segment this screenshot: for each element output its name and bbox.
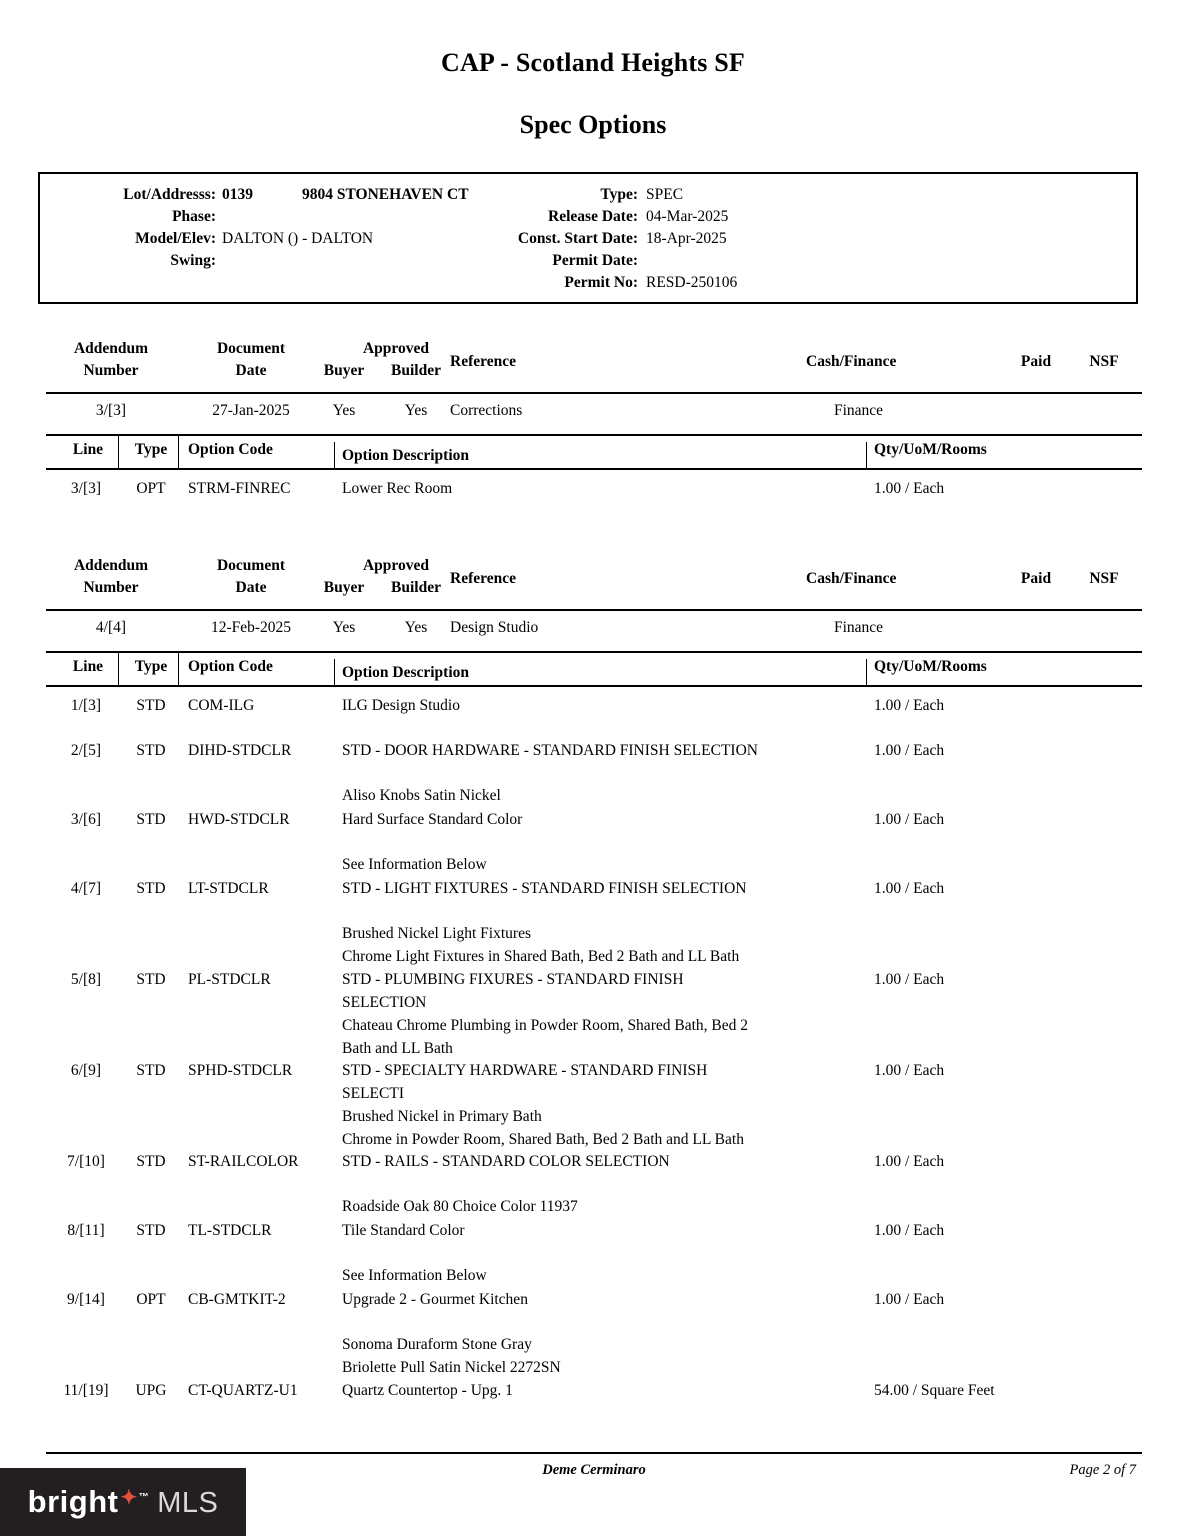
- option-header-row: [46, 436, 1142, 468]
- col-reference: Reference: [450, 570, 516, 587]
- footer-agent: Deme Cerminaro: [542, 1462, 646, 1478]
- addendum-reference: Design Studio: [450, 619, 539, 636]
- label-swing: Swing:: [170, 252, 216, 269]
- col-document: Document: [216, 557, 286, 574]
- col-line: Line: [72, 441, 104, 458]
- option-type: STD: [136, 697, 166, 714]
- trademark-icon: ™: [138, 1492, 150, 1503]
- option-type: STD: [136, 1153, 166, 1170]
- option-line: 4/[7]: [70, 880, 102, 897]
- option-description-line: Tile Standard Color: [342, 1222, 465, 1239]
- option-description-line: ILG Design Studio: [342, 697, 460, 714]
- option-qty: 1.00 / Each: [874, 811, 945, 828]
- option-description-line: STD - RAILS - STANDARD COLOR SELECTION: [342, 1153, 670, 1170]
- star-icon: ✦: [120, 1487, 138, 1509]
- title-block: [0, 0, 1186, 140]
- col-paid: Paid: [1020, 570, 1052, 587]
- label-release-date: Release Date:: [548, 208, 638, 225]
- option-qty: 1.00 / Each: [874, 1222, 945, 1239]
- col-cash-finance: Cash/Finance: [806, 570, 897, 587]
- option-rows: [46, 687, 1142, 1517]
- option-line: 11/[19]: [63, 1382, 109, 1399]
- option-type: OPT: [136, 1291, 166, 1308]
- col-reference: Reference: [450, 353, 516, 370]
- col-option-code: Option Code: [188, 658, 273, 675]
- option-type: STD: [136, 811, 166, 828]
- value-const-start-date: 18-Apr-2025: [646, 230, 727, 247]
- option-line: 5/[8]: [70, 971, 102, 988]
- value-release-date: 04-Mar-2025: [646, 208, 729, 225]
- option-qty: 1.00 / Each: [874, 480, 945, 497]
- option-qty: 1.00 / Each: [874, 971, 945, 988]
- addendum-date: 27-Jan-2025: [212, 402, 290, 419]
- value-model-elev: DALTON () - DALTON: [222, 230, 374, 247]
- option-description-line: Hard Surface Standard Color: [342, 811, 523, 828]
- option-description-line: Chateau Chrome Plumbing in Powder Room, Shared Bath, Bed 2: [342, 1017, 748, 1034]
- option-description-line: Brushed Nickel in Primary Bath: [342, 1108, 542, 1125]
- option-description-line: Sonoma Duraform Stone Gray: [342, 1336, 532, 1353]
- option-type: STD: [136, 1062, 166, 1079]
- col-document: Document: [216, 340, 286, 357]
- option-description-line: See Information Below: [342, 1267, 487, 1284]
- page-title: CAP - Scotland Heights SF: [440, 48, 746, 77]
- option-type: UPG: [135, 1382, 167, 1399]
- col-builder: Builder: [391, 362, 441, 379]
- label-permit-no: Permit No:: [564, 274, 638, 291]
- addendum-section-2: [46, 557, 1142, 1517]
- option-code: CT-QUARTZ-U1: [188, 1382, 298, 1399]
- col-nsf: NSF: [1089, 353, 1119, 370]
- value-lot: 0139: [222, 186, 253, 203]
- option-qty: 1.00 / Each: [874, 1291, 945, 1308]
- col-paid: Paid: [1020, 353, 1052, 370]
- option-description-line: Lower Rec Room: [342, 480, 453, 497]
- option-description-line: Chrome in Powder Room, Shared Bath, Bed 2 Bath and LL Bath: [342, 1131, 744, 1148]
- footer-divider: [46, 1452, 1142, 1454]
- option-type: STD: [136, 1222, 166, 1239]
- watermark-suffix: MLS: [157, 1487, 219, 1519]
- option-code: HWD-STDCLR: [188, 811, 290, 828]
- col-number: Number: [83, 579, 139, 596]
- option-code: PL-STDCLR: [188, 971, 271, 988]
- addendum-section-1: [46, 340, 1142, 522]
- option-description-line: Bath and LL Bath: [342, 1040, 453, 1057]
- label-lot-address: Lot/Addresss:: [123, 186, 216, 203]
- option-description-line: STD - DOOR HARDWARE - STANDARD FINISH SELECTION: [342, 742, 758, 759]
- addendum-row: [46, 394, 1142, 434]
- label-const-start-date: Const. Start Date:: [517, 230, 638, 247]
- col-date: Date: [235, 579, 267, 596]
- option-code: ST-RAILCOLOR: [188, 1153, 299, 1170]
- bright-mls-watermark: [0, 1468, 246, 1536]
- option-code: COM-ILG: [188, 697, 255, 714]
- option-description-line: SELECTI: [342, 1085, 404, 1102]
- option-code: CB-GMTKIT-2: [188, 1291, 286, 1308]
- option-description-line: Quartz Countertop - Upg. 1: [342, 1382, 513, 1399]
- col-option-code: Option Code: [188, 441, 273, 458]
- addendum-buyer: Yes: [332, 402, 356, 419]
- lot-info-box: [38, 172, 1138, 304]
- col-buyer: Buyer: [323, 579, 365, 596]
- option-type: OPT: [136, 480, 166, 497]
- option-line: 6/[9]: [70, 1062, 102, 1079]
- addendum-cash-finance: Finance: [834, 402, 884, 419]
- option-line: 8/[11]: [67, 1222, 105, 1239]
- addendum-builder: Yes: [404, 619, 428, 636]
- option-qty: 1.00 / Each: [874, 1062, 945, 1079]
- option-code: DIHD-STDCLR: [188, 742, 292, 759]
- option-description-line: SELECTION: [342, 994, 427, 1011]
- label-model-elev: Model/Elev:: [135, 230, 216, 247]
- addendum-number: 3/[3]: [95, 402, 127, 419]
- option-description-line: Brushed Nickel Light Fixtures: [342, 925, 531, 942]
- col-type: Type: [134, 658, 168, 675]
- option-code: SPHD-STDCLR: [188, 1062, 293, 1079]
- option-line: 7/[10]: [67, 1153, 105, 1170]
- watermark-brand: bright: [27, 1484, 119, 1519]
- value-address: 9804 STONEHAVEN CT: [302, 186, 469, 203]
- addendum-row: [46, 611, 1142, 651]
- option-qty: 1.00 / Each: [874, 1153, 945, 1170]
- option-description-line: Briolette Pull Satin Nickel 2272SN: [342, 1359, 561, 1376]
- footer-page-number: Page 2 of 7: [1069, 1462, 1136, 1478]
- option-qty: 1.00 / Each: [874, 742, 945, 759]
- col-date: Date: [235, 362, 267, 379]
- label-phase: Phase:: [172, 208, 216, 225]
- option-line: 1/[3]: [70, 697, 102, 714]
- col-option-description: Option Description: [342, 447, 470, 464]
- option-description-line: Roadside Oak 80 Choice Color 11937: [342, 1198, 578, 1215]
- option-type: STD: [136, 742, 166, 759]
- col-option-description: Option Description: [342, 664, 470, 681]
- option-description-line: STD - SPECIALTY HARDWARE - STANDARD FINISH: [342, 1062, 708, 1079]
- option-description-line: STD - PLUMBING FIXURES - STANDARD FINISH: [342, 971, 684, 988]
- label-type: Type:: [600, 186, 638, 203]
- option-description-line: Chrome Light Fixtures in Shared Bath, Bed 2 Bath and LL Bath: [342, 948, 740, 965]
- option-description-line: Upgrade 2 - Gourmet Kitchen: [342, 1291, 528, 1308]
- option-header-row: [46, 653, 1142, 685]
- addendum-buyer: Yes: [332, 619, 356, 636]
- option-code: STRM-FINREC: [188, 480, 291, 497]
- col-number: Number: [83, 362, 139, 379]
- col-type: Type: [134, 441, 168, 458]
- col-qty: Qty/UoM/Rooms: [874, 658, 987, 675]
- option-type: STD: [136, 971, 166, 988]
- value-type: SPEC: [646, 186, 684, 203]
- option-type: STD: [136, 880, 166, 897]
- page-subtitle: Spec Options: [519, 110, 667, 139]
- option-line: 3/[6]: [70, 811, 102, 828]
- option-qty: 1.00 / Each: [874, 697, 945, 714]
- option-code: LT-STDCLR: [188, 880, 269, 897]
- addendum-header-row: [46, 557, 1142, 609]
- col-addendum: Addendum: [73, 557, 149, 574]
- option-qty: 54.00 / Square Feet: [874, 1382, 995, 1399]
- value-permit-no: RESD-250106: [646, 274, 738, 291]
- addendum-reference: Corrections: [450, 402, 523, 419]
- col-approved: Approved: [362, 557, 430, 574]
- addendum-header-row: [46, 340, 1142, 392]
- col-addendum: Addendum: [73, 340, 149, 357]
- option-description-line: See Information Below: [342, 856, 487, 873]
- option-line: 2/[5]: [70, 742, 102, 759]
- option-code: TL-STDCLR: [188, 1222, 272, 1239]
- col-nsf: NSF: [1089, 570, 1119, 587]
- option-line: 3/[3]: [70, 480, 102, 497]
- col-buyer: Buyer: [323, 362, 365, 379]
- option-description-line: STD - LIGHT FIXTURES - STANDARD FINISH SELECTION: [342, 880, 747, 897]
- col-cash-finance: Cash/Finance: [806, 353, 897, 370]
- col-builder: Builder: [391, 579, 441, 596]
- option-rows: [46, 470, 1142, 522]
- addendum-date: 12-Feb-2025: [210, 619, 292, 636]
- col-qty: Qty/UoM/Rooms: [874, 441, 987, 458]
- col-approved: Approved: [362, 340, 430, 357]
- addendum-builder: Yes: [404, 402, 428, 419]
- label-permit-date: Permit Date:: [552, 252, 638, 269]
- option-description-line: Aliso Knobs Satin Nickel: [342, 787, 501, 804]
- addendum-number: 4/[4]: [95, 619, 127, 636]
- addendum-cash-finance: Finance: [834, 619, 884, 636]
- option-qty: 1.00 / Each: [874, 880, 945, 897]
- option-line: 9/[14]: [67, 1291, 105, 1308]
- col-line: Line: [72, 658, 104, 675]
